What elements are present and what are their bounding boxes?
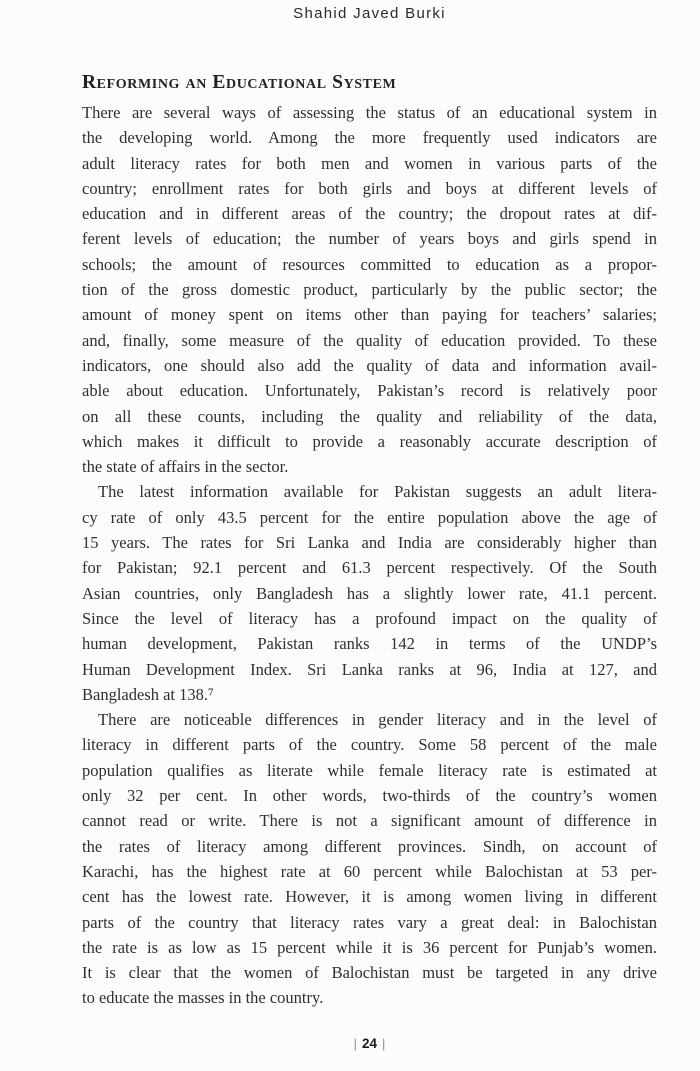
text-line: population qualifies as literate while female literacy rate is estimated at [82, 760, 657, 780]
paragraph [82, 707, 657, 1011]
text-line: cy rate of only 43.5 percent for the entire population above the age of [82, 507, 657, 527]
text-line: Asian countries, only Bangladesh has a slightly lower rate, 41.1 percent. [82, 583, 657, 603]
page-footer [82, 1035, 657, 1053]
text-line: for Pakistan; 92.1 percent and 61.3 percent respectively. Of the South [82, 558, 657, 578]
section-heading: Reforming an Educational System [82, 72, 397, 93]
footer-left-bar: | [353, 1035, 357, 1051]
text-line: ferent levels of education; the number of years boys and girls spend in [82, 229, 657, 249]
paragraph [82, 479, 657, 707]
text-line: human development, Pakistan ranks 142 in terms of the UNDP’s [82, 634, 657, 654]
text-line: literacy in different parts of the country. Some 58 percent of the male [82, 735, 657, 755]
footer-right-bar: | [382, 1035, 386, 1051]
text-line: Since the level of literacy has a profound impact on the quality of [82, 608, 657, 628]
text-line: the rate is as low as 15 percent while it is 36 percent for Punjab’s women. [82, 937, 657, 957]
book-page [82, 0, 657, 1053]
text-line: the rates of literacy among different provinces. Sindh, on account of [82, 836, 657, 856]
text-line: which makes it difficult to provide a reasonably accurate description of [82, 431, 657, 451]
text-line: country; enrollment rates for both girls and boys at different levels of [82, 178, 657, 198]
text-line: only 32 per cent. In other words, two-thirds of the country’s women [82, 786, 657, 806]
text-line: 15 years. The rates for Sri Lanka and India are considerably higher than [82, 533, 657, 553]
running-header: Shahid Javed Burki [293, 5, 446, 22]
text-line: cent has the lowest rate. However, it is among women living in different [82, 887, 657, 907]
text-line: parts of the country that literacy rates vary a great deal: in Balochistan [82, 912, 657, 932]
text-line: Karachi, has the highest rate at 60 percent while Balochistan at 53 per- [82, 861, 657, 881]
text-line: to educate the masses in the country. [82, 988, 324, 1008]
text-line: able about education. Unfortunately, Pakistan’s record is relatively poor [82, 381, 657, 401]
paragraph [82, 100, 657, 479]
text-line: indicators, one should also add the quality of data and information avail- [82, 355, 657, 375]
text-line: The latest information available for Pakistan suggests an adult litera- [98, 482, 657, 502]
text-line: and, finally, some measure of the quality of education provided. To these [82, 330, 657, 350]
text-line: the developing world. Among the more frequently used indicators are [82, 128, 657, 148]
text-line: amount of money spent on items other than paying for teachers’ salaries; [82, 305, 657, 325]
text-line: on all these counts, including the quality and reliability of the data, [82, 406, 657, 426]
text-line: education and in different areas of the country; the dropout rates at dif- [82, 204, 657, 224]
text-line: the state of affairs in the sector. [82, 457, 289, 477]
page-number: 24 [361, 1035, 378, 1051]
text-line: schools; the amount of resources committed to education as a propor- [82, 254, 657, 274]
text-line: adult literacy rates for both men and women in various parts of the [82, 153, 657, 173]
text-line: It is clear that the women of Balochistan must be targeted in any drive [82, 963, 657, 983]
text-line: cannot read or write. There is not a significant amount of difference in [82, 811, 657, 831]
text-line: There are several ways of assessing the status of an educational system in [82, 103, 657, 122]
body-text [82, 100, 657, 1011]
text-line: There are noticeable differences in gender literacy and in the level of [98, 710, 657, 730]
text-line: Human Development Index. Sri Lanka ranks at 96, India at 127, and [82, 659, 657, 679]
text-line: Bangladesh at 138.⁷ [82, 684, 214, 704]
text-line: tion of the gross domestic product, particularly by the public sector; the [82, 280, 657, 300]
